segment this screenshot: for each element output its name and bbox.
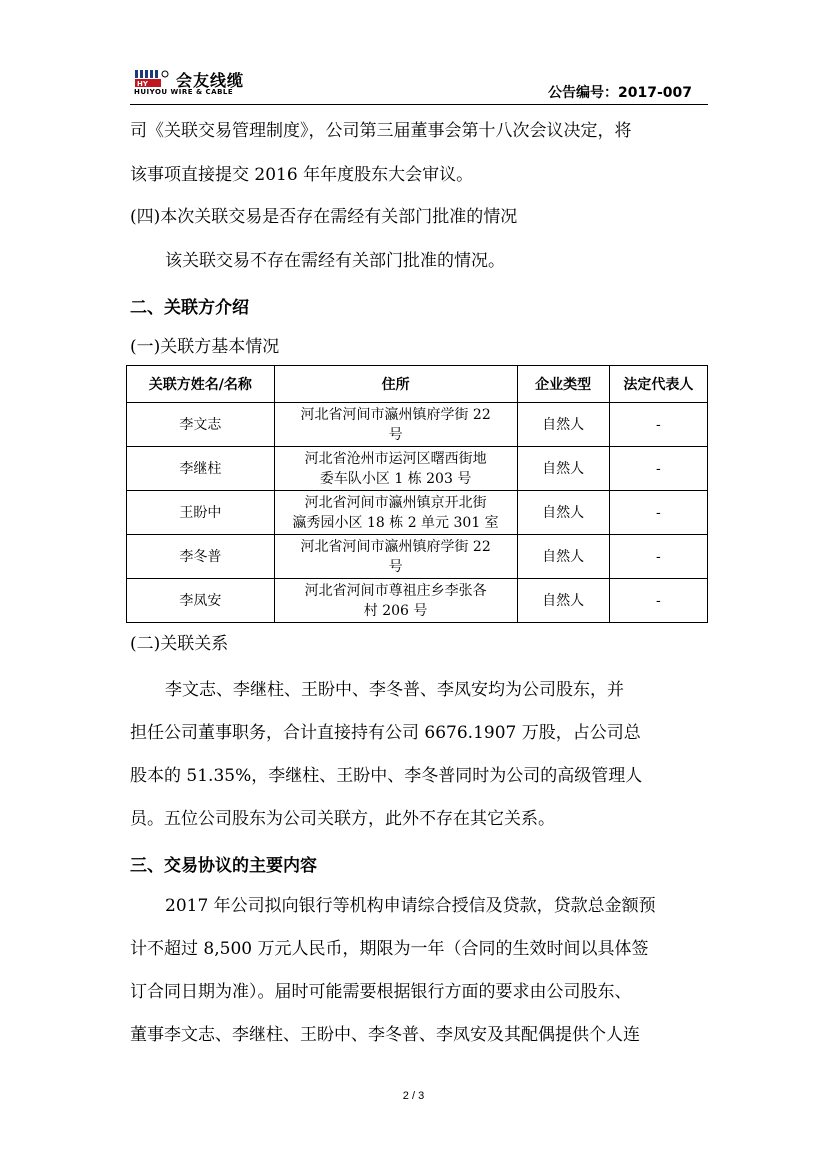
paragraph-line: 李文志、李继柱、王盼中、李冬普、李凤安均为公司股东，并 bbox=[165, 680, 624, 700]
cell-address bbox=[274, 535, 517, 579]
cell-representative: - bbox=[609, 535, 707, 579]
paragraph-line: 员。五位公司股东为公司关联方，此外不存在其它关系。 bbox=[130, 809, 555, 829]
address-line: 河北省河间市瀛州镇府学街 22 bbox=[300, 406, 491, 423]
address-line: 号 bbox=[388, 426, 403, 443]
cell-representative: - bbox=[609, 447, 707, 491]
cell-address bbox=[274, 491, 517, 535]
subsection-title: (二)关联关系 bbox=[130, 634, 229, 654]
subsection-title: (四)本次关联交易是否存在需经有关部门批准的情况 bbox=[130, 207, 518, 227]
subsection-title: (一)关联方基本情况 bbox=[130, 337, 280, 357]
address-line: 委车队小区 1 栋 203 号 bbox=[319, 470, 472, 487]
cell-address bbox=[274, 579, 517, 623]
cell-type: 自然人 bbox=[517, 491, 609, 535]
address-line: 河北省沧州市运河区曙西街地 bbox=[304, 450, 487, 467]
column-header-name: 关联方姓名/名称 bbox=[127, 366, 275, 403]
cell-name: 李冬普 bbox=[127, 535, 275, 579]
paragraph-line: 订合同日期为准）。届时可能需要根据银行方面的要求由公司股东、 bbox=[130, 982, 632, 1002]
column-header-representative: 法定代表人 bbox=[609, 366, 707, 403]
address-line: 村 206 号 bbox=[363, 602, 428, 619]
address-line: 河北省河间市瀛州镇京开北街 bbox=[304, 494, 487, 511]
cell-name: 李继柱 bbox=[127, 447, 275, 491]
announcement-number: 公告编号：2017-007 bbox=[548, 85, 692, 101]
paragraph-line: 董事李文志、李继柱、王盼中、李冬普、李凤安及其配偶提供个人连 bbox=[130, 1025, 640, 1045]
company-logo bbox=[130, 66, 290, 100]
table-row bbox=[127, 447, 708, 491]
cell-type: 自然人 bbox=[517, 579, 609, 623]
table-row bbox=[127, 579, 708, 623]
address-line: 瀛秀园小区 18 栋 2 单元 301 室 bbox=[292, 514, 499, 531]
cell-address bbox=[274, 447, 517, 491]
table-header-row bbox=[127, 366, 708, 403]
paragraph-line: 计不超过 8,500 万元人民币，期限为一年（合同的生效时间以具体签 bbox=[130, 939, 649, 959]
cell-name: 李文志 bbox=[127, 403, 275, 447]
paragraph-line: 2017 年公司拟向银行等机构申请综合授信及贷款，贷款总金额预 bbox=[165, 896, 656, 916]
cell-address bbox=[274, 403, 517, 447]
cell-representative: - bbox=[609, 579, 707, 623]
page-number: 2 / 3 bbox=[402, 1090, 425, 1102]
table-row bbox=[127, 403, 708, 447]
paragraph-line: 该关联交易不存在需经有关部门批准的情况。 bbox=[165, 251, 505, 271]
section-title: 二、关联方介绍 bbox=[130, 298, 249, 318]
address-line: 号 bbox=[388, 558, 403, 575]
logo-mark-icon bbox=[134, 68, 170, 90]
address-line: 河北省河间市瀛州镇府学街 22 bbox=[300, 538, 491, 555]
cell-name: 王盼中 bbox=[127, 491, 275, 535]
logo-chinese-name: 会友线缆 bbox=[176, 71, 245, 90]
cell-name: 李凤安 bbox=[127, 579, 275, 623]
logo-english-name: HUIYOU WIRE & CABLE bbox=[134, 88, 234, 96]
table-row bbox=[127, 535, 708, 579]
cell-type: 自然人 bbox=[517, 535, 609, 579]
cell-type: 自然人 bbox=[517, 403, 609, 447]
cell-representative: - bbox=[609, 491, 707, 535]
cell-type: 自然人 bbox=[517, 447, 609, 491]
column-header-address: 住所 bbox=[274, 366, 517, 403]
header-divider bbox=[130, 104, 708, 105]
related-party-table bbox=[126, 365, 708, 623]
svg-text:HY: HY bbox=[137, 80, 148, 88]
paragraph-line: 担任公司董事职务，合计直接持有公司 6676.1907 万股，占公司总 bbox=[130, 723, 641, 743]
table-row bbox=[127, 491, 708, 535]
paragraph-line: 司《关联交易管理制度》，公司第三届董事会第十八次会议决定，将 bbox=[130, 121, 632, 141]
paragraph-line: 该事项直接提交 2016 年年度股东大会审议。 bbox=[130, 165, 474, 185]
page-header bbox=[130, 66, 700, 102]
paragraph-line: 股本的 51.35%，李继柱、王盼中、李冬普同时为公司的高级管理人 bbox=[130, 766, 643, 786]
cell-representative: - bbox=[609, 403, 707, 447]
address-line: 河北省河间市尊祖庄乡李张各 bbox=[304, 582, 487, 599]
section-title: 三、交易协议的主要内容 bbox=[130, 856, 317, 876]
column-header-type: 企业类型 bbox=[517, 366, 609, 403]
